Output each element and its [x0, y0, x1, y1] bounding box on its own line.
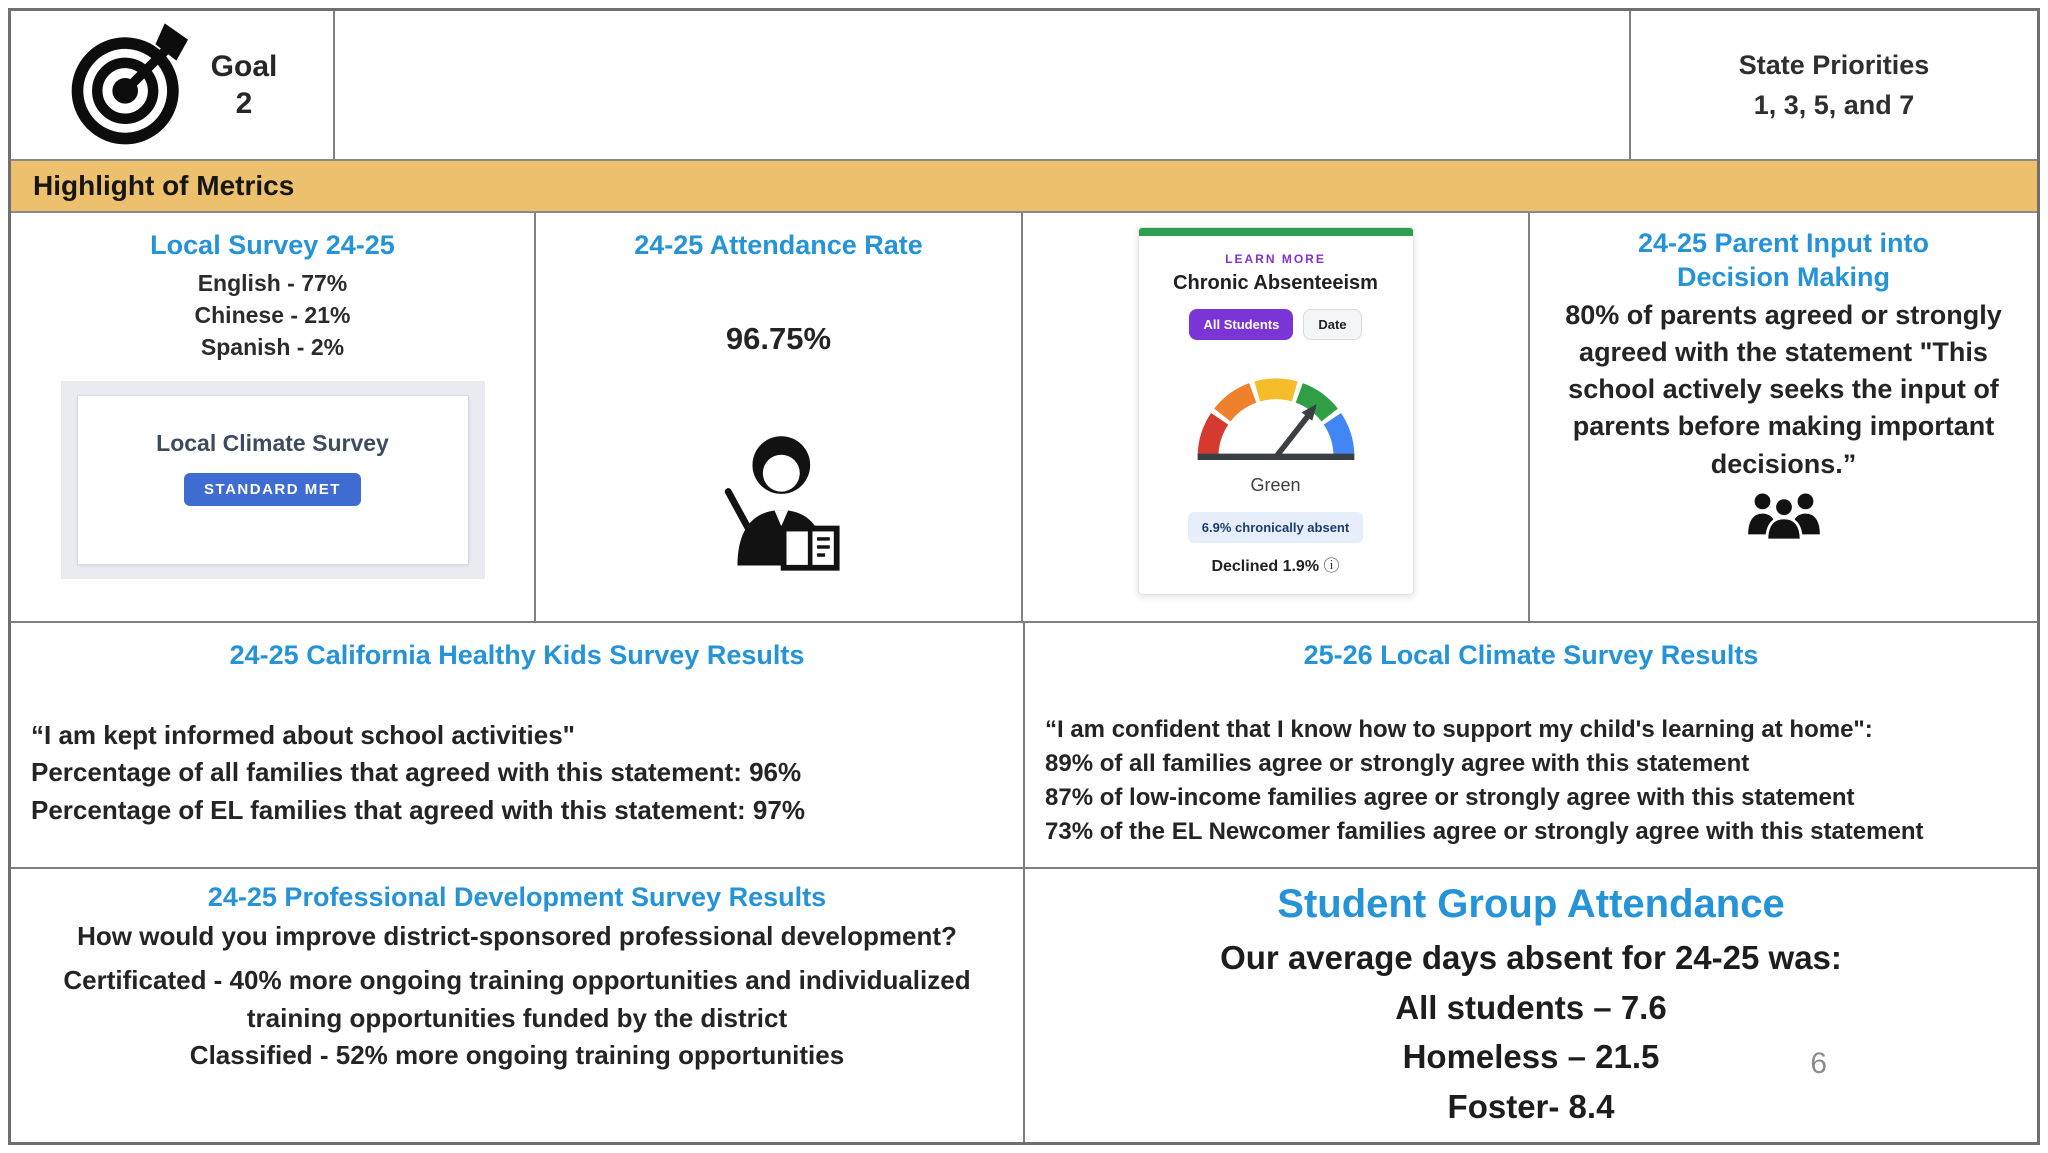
local-survey-line-spanish: Spanish - 2%	[200, 334, 345, 361]
card-filter-buttons	[1139, 309, 1413, 340]
climate-results-title: 25-26 Local Climate Survey Results	[1303, 640, 1759, 670]
prof-dev-title: 24-25 Professional Development Survey Results	[207, 882, 827, 912]
climate-card-title: Local Climate Survey	[156, 430, 389, 457]
student-attendance-line-homeless: Homeless – 21.5	[1402, 1038, 1660, 1075]
card-top-accent	[1139, 228, 1413, 236]
goal-label: Goal	[210, 49, 278, 83]
header-row	[11, 11, 2037, 159]
target-icon	[67, 21, 195, 149]
gauge-status-label: Green	[1250, 475, 1301, 495]
healthy-kids-line-all: Percentage of all families that agreed with this statement: 96%	[31, 757, 802, 788]
prof-dev-question: How would you improve district-sponsored professional development?	[77, 920, 957, 951]
climate-results-line-newcomer: 73% of the EL Newcomer families agree or strongly agree with this statement	[1045, 817, 1924, 845]
date-button[interactable]: Date	[1303, 309, 1361, 340]
standard-met-badge[interactable]: STANDARD MET	[184, 473, 361, 506]
climate-results-line-lowincome: 87% of low-income families agree or strongly agree with this statement	[1045, 783, 1855, 811]
chronic-absenteeism-card	[1138, 227, 1414, 595]
local-survey-lines	[11, 267, 534, 364]
state-priorities-cell	[1629, 11, 2037, 159]
healthy-kids-cell	[11, 623, 1023, 867]
local-survey-cell	[11, 213, 534, 621]
healthy-kids-line-el: Percentage of EL families that agreed with this statement: 97%	[31, 795, 805, 826]
trend-text	[1139, 553, 1413, 576]
goal-number: 2	[235, 87, 253, 120]
climate-survey-screenshot	[61, 381, 485, 579]
chronically-absent-pill: 6.9% chronically absent	[1188, 512, 1363, 543]
local-survey-line-chinese: Chinese - 21%	[194, 301, 351, 328]
prof-dev-line-certificated: Certificated - 40% more ongoing training opportunities and individualized training opportunities funded by the district	[63, 964, 971, 1033]
climate-survey-card	[77, 395, 469, 565]
all-students-button[interactable]: All Students	[1189, 309, 1293, 340]
student-attendance-line-all: All students – 7.6	[1395, 988, 1667, 1026]
local-survey-line-english: English - 77%	[197, 269, 348, 296]
metrics-section-title: Highlight of Metrics	[33, 170, 295, 201]
climate-results-lines	[1041, 713, 2021, 849]
attendance-cell	[534, 213, 1021, 621]
state-priorities-line1: State Priorities	[1738, 49, 1930, 80]
goal-title	[211, 48, 278, 123]
metrics-row-3	[11, 867, 2037, 1142]
student-attendance-cell	[1023, 869, 2037, 1142]
parent-input-cell	[1528, 213, 2037, 621]
absenteeism-card-title: Chronic Absenteeism	[1173, 272, 1378, 294]
healthy-kids-title: 24-25 California Healthy Kids Survey Results	[229, 640, 805, 670]
attendance-value: 96.75%	[725, 320, 832, 356]
page-number: 6	[1810, 1047, 1827, 1080]
parent-input-title-line2: Decision Making	[1676, 261, 1891, 292]
prof-dev-cell	[11, 869, 1023, 1142]
climate-results-line-quote: “I am confident that I know how to support my child's learning at home":	[1045, 715, 1873, 743]
state-priorities-line2: 1, 3, 5, and 7	[1753, 90, 1915, 120]
metrics-row-2	[11, 621, 2037, 867]
local-survey-title: Local Survey 24-25	[150, 230, 395, 260]
goal-cell	[11, 11, 333, 159]
parent-input-title	[1536, 227, 2031, 295]
parent-input-title-line1: 24-25 Parent Input into	[1637, 228, 1930, 258]
student-attendance-subtitle: Our average days absent for 24-25 was:	[1220, 939, 1842, 976]
healthy-kids-lines	[31, 717, 1003, 830]
student-attendance-line-foster: Foster- 8.4	[1447, 1087, 1615, 1125]
goal-banner-text: Create equitable engagement opportunities for rigorous academic and social-emotional success for all students through innovative, inclusive, and responsive instruction and support.	[420, 31, 1544, 137]
metrics-row-1	[11, 213, 2037, 621]
healthy-kids-line-quote: “I am kept informed about school activities"	[31, 719, 575, 750]
slide	[8, 8, 2040, 1145]
people-icon-wrap	[1536, 487, 2031, 548]
chronic-absenteeism-cell	[1021, 213, 1528, 621]
metrics-section-header	[11, 159, 2037, 213]
gauge-chart	[1160, 340, 1392, 468]
student-attendance-title: Student Group Attendance	[1277, 882, 1785, 926]
prof-dev-lines	[37, 962, 997, 1075]
people-icon	[1741, 487, 1827, 543]
teacher-icon	[709, 427, 849, 577]
climate-results-cell	[1023, 623, 2037, 867]
teacher-icon-wrap	[536, 427, 1021, 582]
parent-input-body: 80% of parents agreed or strongly agreed with the statement "This school actively seeks the input of parents before making important decisions.”	[1565, 299, 2002, 479]
info-icon[interactable]: ⓘ	[1323, 558, 1340, 575]
learn-more-link[interactable]: LEARN MORE	[1225, 252, 1326, 266]
student-attendance-body	[1025, 933, 2037, 1131]
climate-results-line-all: 89% of all families agree or strongly agree with this statement	[1045, 749, 1750, 777]
trend-value: Declined 1.9%	[1211, 558, 1320, 575]
attendance-title: 24-25 Attendance Rate	[634, 230, 923, 260]
goal-banner	[333, 11, 1629, 159]
prof-dev-line-classified: Classified - 52% more ongoing training opportunities	[189, 1040, 845, 1071]
